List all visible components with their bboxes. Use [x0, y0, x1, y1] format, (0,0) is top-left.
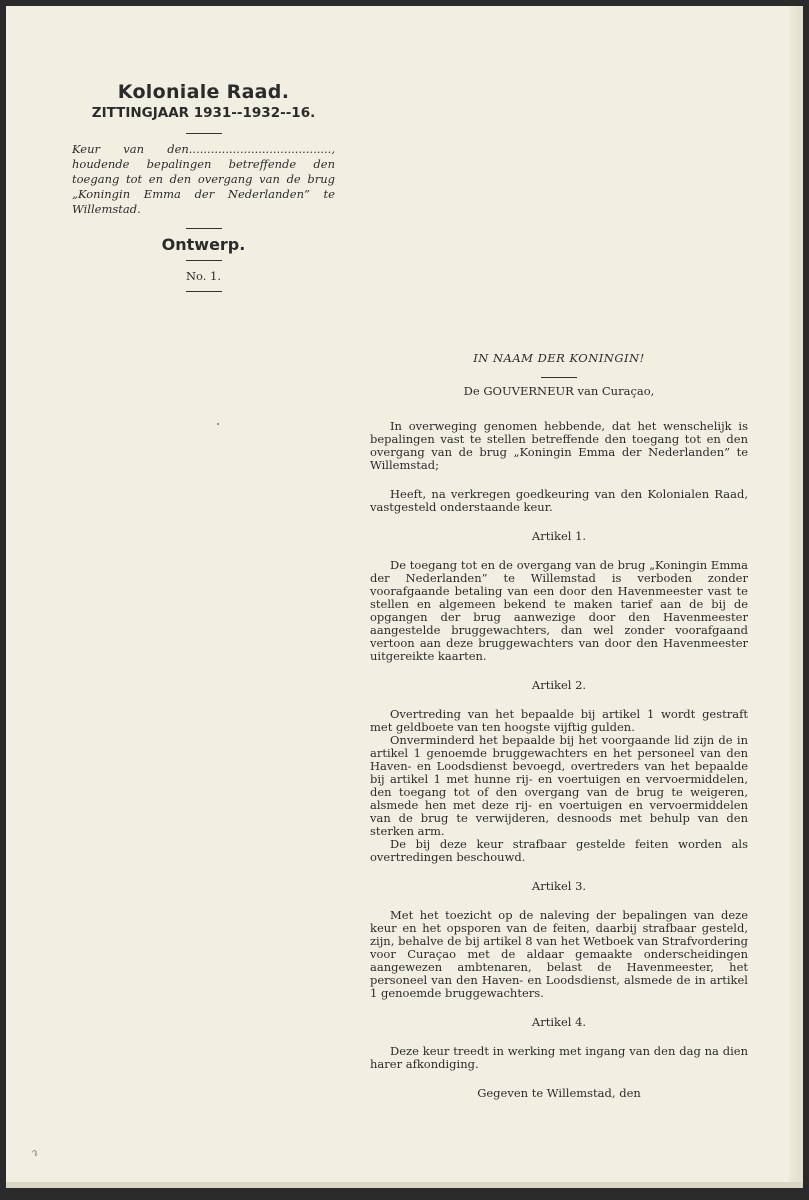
- divider: [541, 377, 577, 378]
- pencil-mark: ɂ: [29, 1145, 41, 1160]
- divider: [186, 133, 222, 134]
- article-paragraph: De toegang tot en de overgang van de brug „Koningin Emma der Nederlanden” te Willemstad is verboden zonder voorafgaande betaling van een door den Havenmeester vast te stellen en algemeen bekend te maken tarief aan de bij de opgangen der brug aanwezige door den Havenmeester aangestelde bruggewachters, dan wel zonder voorafgaand vertoon aan deze bruggewachters van door den Havenmeester uitgereikte kaarten.: [370, 557, 748, 663]
- article-paragraph: De bij deze keur strafbaar gestelde feiten worden als overtredingen beschouwd.: [370, 836, 748, 864]
- article-heading: Artikel 4.: [531, 1014, 587, 1029]
- document-header: [66, 81, 341, 292]
- article-heading: Artikel 2.: [531, 677, 587, 692]
- document-type: Ontwerp.: [161, 235, 246, 254]
- article-paragraph: Onverminderd het bepaalde bij het voorgaande lid zijn de in artikel 1 genoemde bruggewachters en het personeel van den Haven- en Loodsdienst bevoegd, overtreders van het bepaalde bij artikel 1 met hunne rij- en voertuigen en vervoermiddelen, den toegang tot of den overgang van de brug te weigeren, alsmede hen met deze rij- en voertuigen en vervoermiddelen van de brug te verwijderen, desnoods met behulp van den sterken arm.: [370, 732, 748, 838]
- page-bottom-edge: [6, 1182, 803, 1188]
- governor-line: De GOUVERNEUR van Curaçao,: [463, 384, 655, 398]
- article-heading: Artikel 1.: [531, 528, 587, 543]
- document-number: No. 1.: [185, 269, 222, 283]
- preamble: In overweging genomen hebbende, dat het wenschelijk is bepalingen vast te stellen betreffende den toegang tot en den overgang van de brug „Koningin Emma der Nederlanden” te Willemstad;: [370, 418, 748, 472]
- enactment: Heeft, na verkregen goedkeuring van den Kolonialen Raad, vastgesteld onderstaande keur.: [370, 486, 748, 514]
- council-title: Koloniale Raad.: [117, 81, 290, 103]
- article-heading: Artikel 3.: [531, 878, 587, 893]
- invocation: IN NAAM DER KONINGIN!: [473, 351, 645, 365]
- document-body: [370, 352, 748, 1100]
- divider: [186, 260, 222, 261]
- closing-line: Gegeven te Willemstad, den: [477, 1085, 641, 1100]
- document-page: [6, 6, 803, 1188]
- article-paragraph: Deze keur treedt in werking met ingang van den dag na dien harer afkondiging.: [370, 1043, 748, 1071]
- keur-description: Keur van den......................................., houdende bepalingen betreffende den toegang tot en den overgang van de brug „Koningin Emma der Nederlanden” te Willemstad.: [72, 142, 335, 216]
- page-fold: [789, 6, 803, 1188]
- speck: [217, 423, 219, 425]
- article-paragraph: Overtreding van het bepaalde bij artikel 1 wordt gestraft met geldboete van ten hoogste vijftig gulden.: [370, 706, 748, 734]
- article-paragraph: Met het toezicht op de naleving der bepalingen van deze keur en het opsporen van de feiten, daarbij strafbaar gesteld, zijn, behalve de bij artikel 8 van het Wetboek van Strafvordering voor Curaçao met de aldaar gemaakte onderscheidingen aangewezen ambtenaren, belast de Havenmeester, het personeel van den Haven- en Loodsdienst, alsmede de in artikel 1 genoemde bruggewachters.: [370, 907, 748, 1000]
- divider: [186, 291, 222, 292]
- divider: [186, 228, 222, 229]
- session-year: ZITTINGJAAR 1931--1932--16.: [91, 105, 316, 121]
